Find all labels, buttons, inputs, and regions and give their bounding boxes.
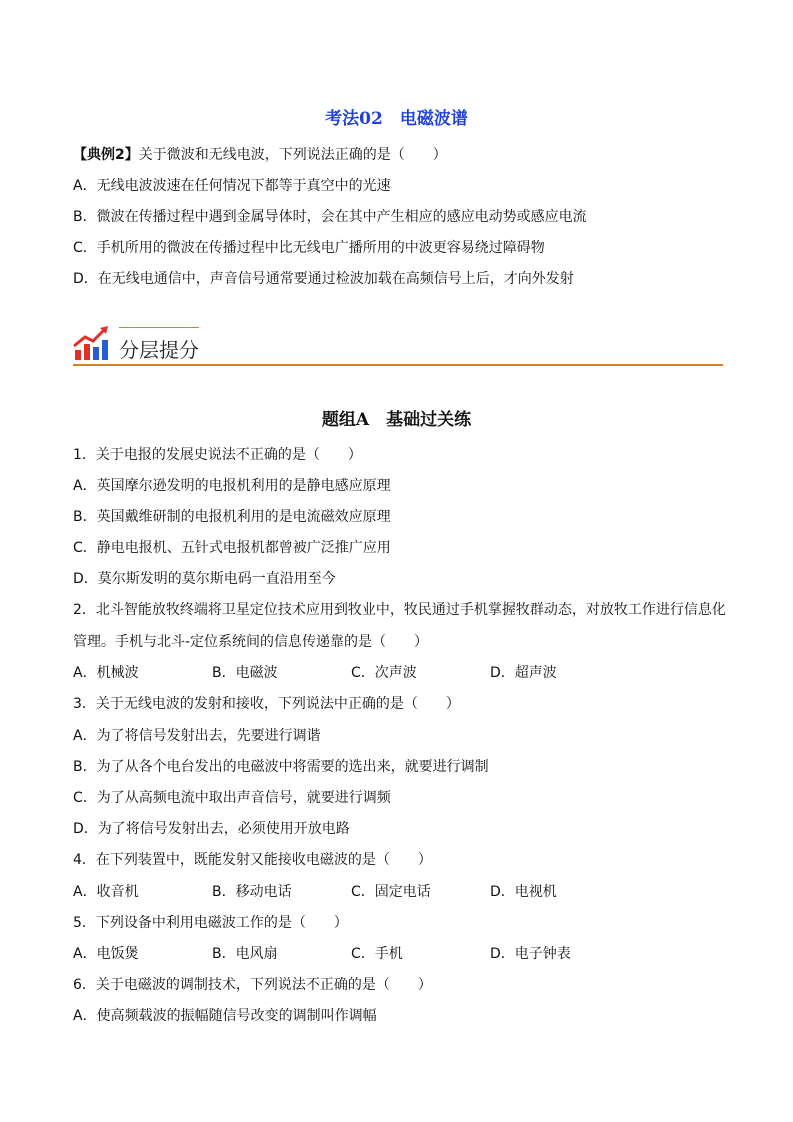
example-stem: 关于微波和无线电波，下列说法正确的是（ ） xyxy=(138,147,447,163)
q1-option-a: A．英国摩尔逊发明的电报机利用的是静电感应原理 xyxy=(73,478,391,494)
q4-option-b: B．移动电话 xyxy=(212,884,292,900)
q1-stem: 1．关于电报的发展史说法不正确的是（ ） xyxy=(73,447,362,463)
q3-option-d: D．为了将信号发射出去，必须使用开放电路 xyxy=(73,821,350,837)
banner-rule xyxy=(73,364,723,366)
example-question xyxy=(73,145,447,165)
q5-option-c: C．手机 xyxy=(351,946,403,962)
q2-option-a: A．机械波 xyxy=(73,665,139,681)
section-title: 考法02 电磁波谱 xyxy=(325,109,468,129)
q4-options xyxy=(73,882,629,902)
q3-stem: 3．关于无线电波的发射和接收，下列说法中正确的是（ ） xyxy=(73,696,460,712)
q3-option-a: A．为了将信号发射出去，先要进行调谐 xyxy=(73,728,321,744)
q2-stem-line2: 管理。手机与北斗-定位系统间的信息传递靠的是（ ） xyxy=(73,634,429,650)
q5-option-d: D．电子钟表 xyxy=(490,946,571,962)
q5-option-a: A．电饭煲 xyxy=(73,946,139,962)
example-option-b: B．微波在传播过程中遇到金属导体时，会在其中产生相应的感应电动势或感应电流 xyxy=(73,209,587,225)
q5-option-b: B．电风扇 xyxy=(212,946,278,962)
q2-option-d: D．超声波 xyxy=(490,665,557,681)
q3-option-c: C．为了从高频电流中取出声音信号，就要进行调频 xyxy=(73,790,391,806)
q4-option-c: C．固定电话 xyxy=(351,884,431,900)
q5-stem: 5．下列设备中利用电磁波工作的是（ ） xyxy=(73,915,348,931)
rising-chart-icon xyxy=(73,324,113,362)
q1-option-b: B．英国戴维研制的电报机利用的是电流磁效应原理 xyxy=(73,509,391,525)
q4-stem: 4．在下列装置中，既能发射又能接收电磁波的是（ ） xyxy=(73,852,432,868)
example-option-c: C．手机所用的微波在传播过程中比无线电广播所用的中波更容易绕过障碍物 xyxy=(73,240,545,256)
q5-options xyxy=(73,944,629,964)
q1-option-c: C．静电电报机、五针式电报机都曾被广泛推广应用 xyxy=(73,540,391,556)
q2-options xyxy=(73,663,629,683)
q6-option-a: A．使高频载波的振幅随信号改变的调制叫作调幅 xyxy=(73,1008,377,1024)
example-tag: 【典例2】 xyxy=(73,147,139,163)
section-banner xyxy=(73,324,723,366)
group-title: 题组A 基础过关练 xyxy=(321,410,472,430)
q2-stem-line1: 2．北斗智能放牧终端将卫星定位技术应用到牧业中，牧民通过手机掌握牧群动态，对放牧工作进行信息化 xyxy=(73,602,726,618)
q4-option-a: A．收音机 xyxy=(73,884,139,900)
q6-stem: 6．关于电磁波的调制技术，下列说法不正确的是（ ） xyxy=(73,977,432,993)
q2-option-b: B．电磁波 xyxy=(212,665,278,681)
example-option-a: A．无线电波波速在任何情况下都等于真空中的光速 xyxy=(73,178,391,194)
banner-top-rule xyxy=(119,327,199,328)
banner-label: 分层提分 xyxy=(119,338,199,362)
example-option-d: D．在无线电通信中，声音信号通常要通过检波加载在高频信号上后，才向外发射 xyxy=(73,271,574,287)
q4-option-d: D．电视机 xyxy=(490,884,557,900)
q1-option-d: D．莫尔斯发明的莫尔斯电码一直沿用至今 xyxy=(73,571,336,587)
q3-option-b: B．为了从各个电台发出的电磁波中将需要的选出来，就要进行调制 xyxy=(73,759,489,775)
q2-option-c: C．次声波 xyxy=(351,665,417,681)
